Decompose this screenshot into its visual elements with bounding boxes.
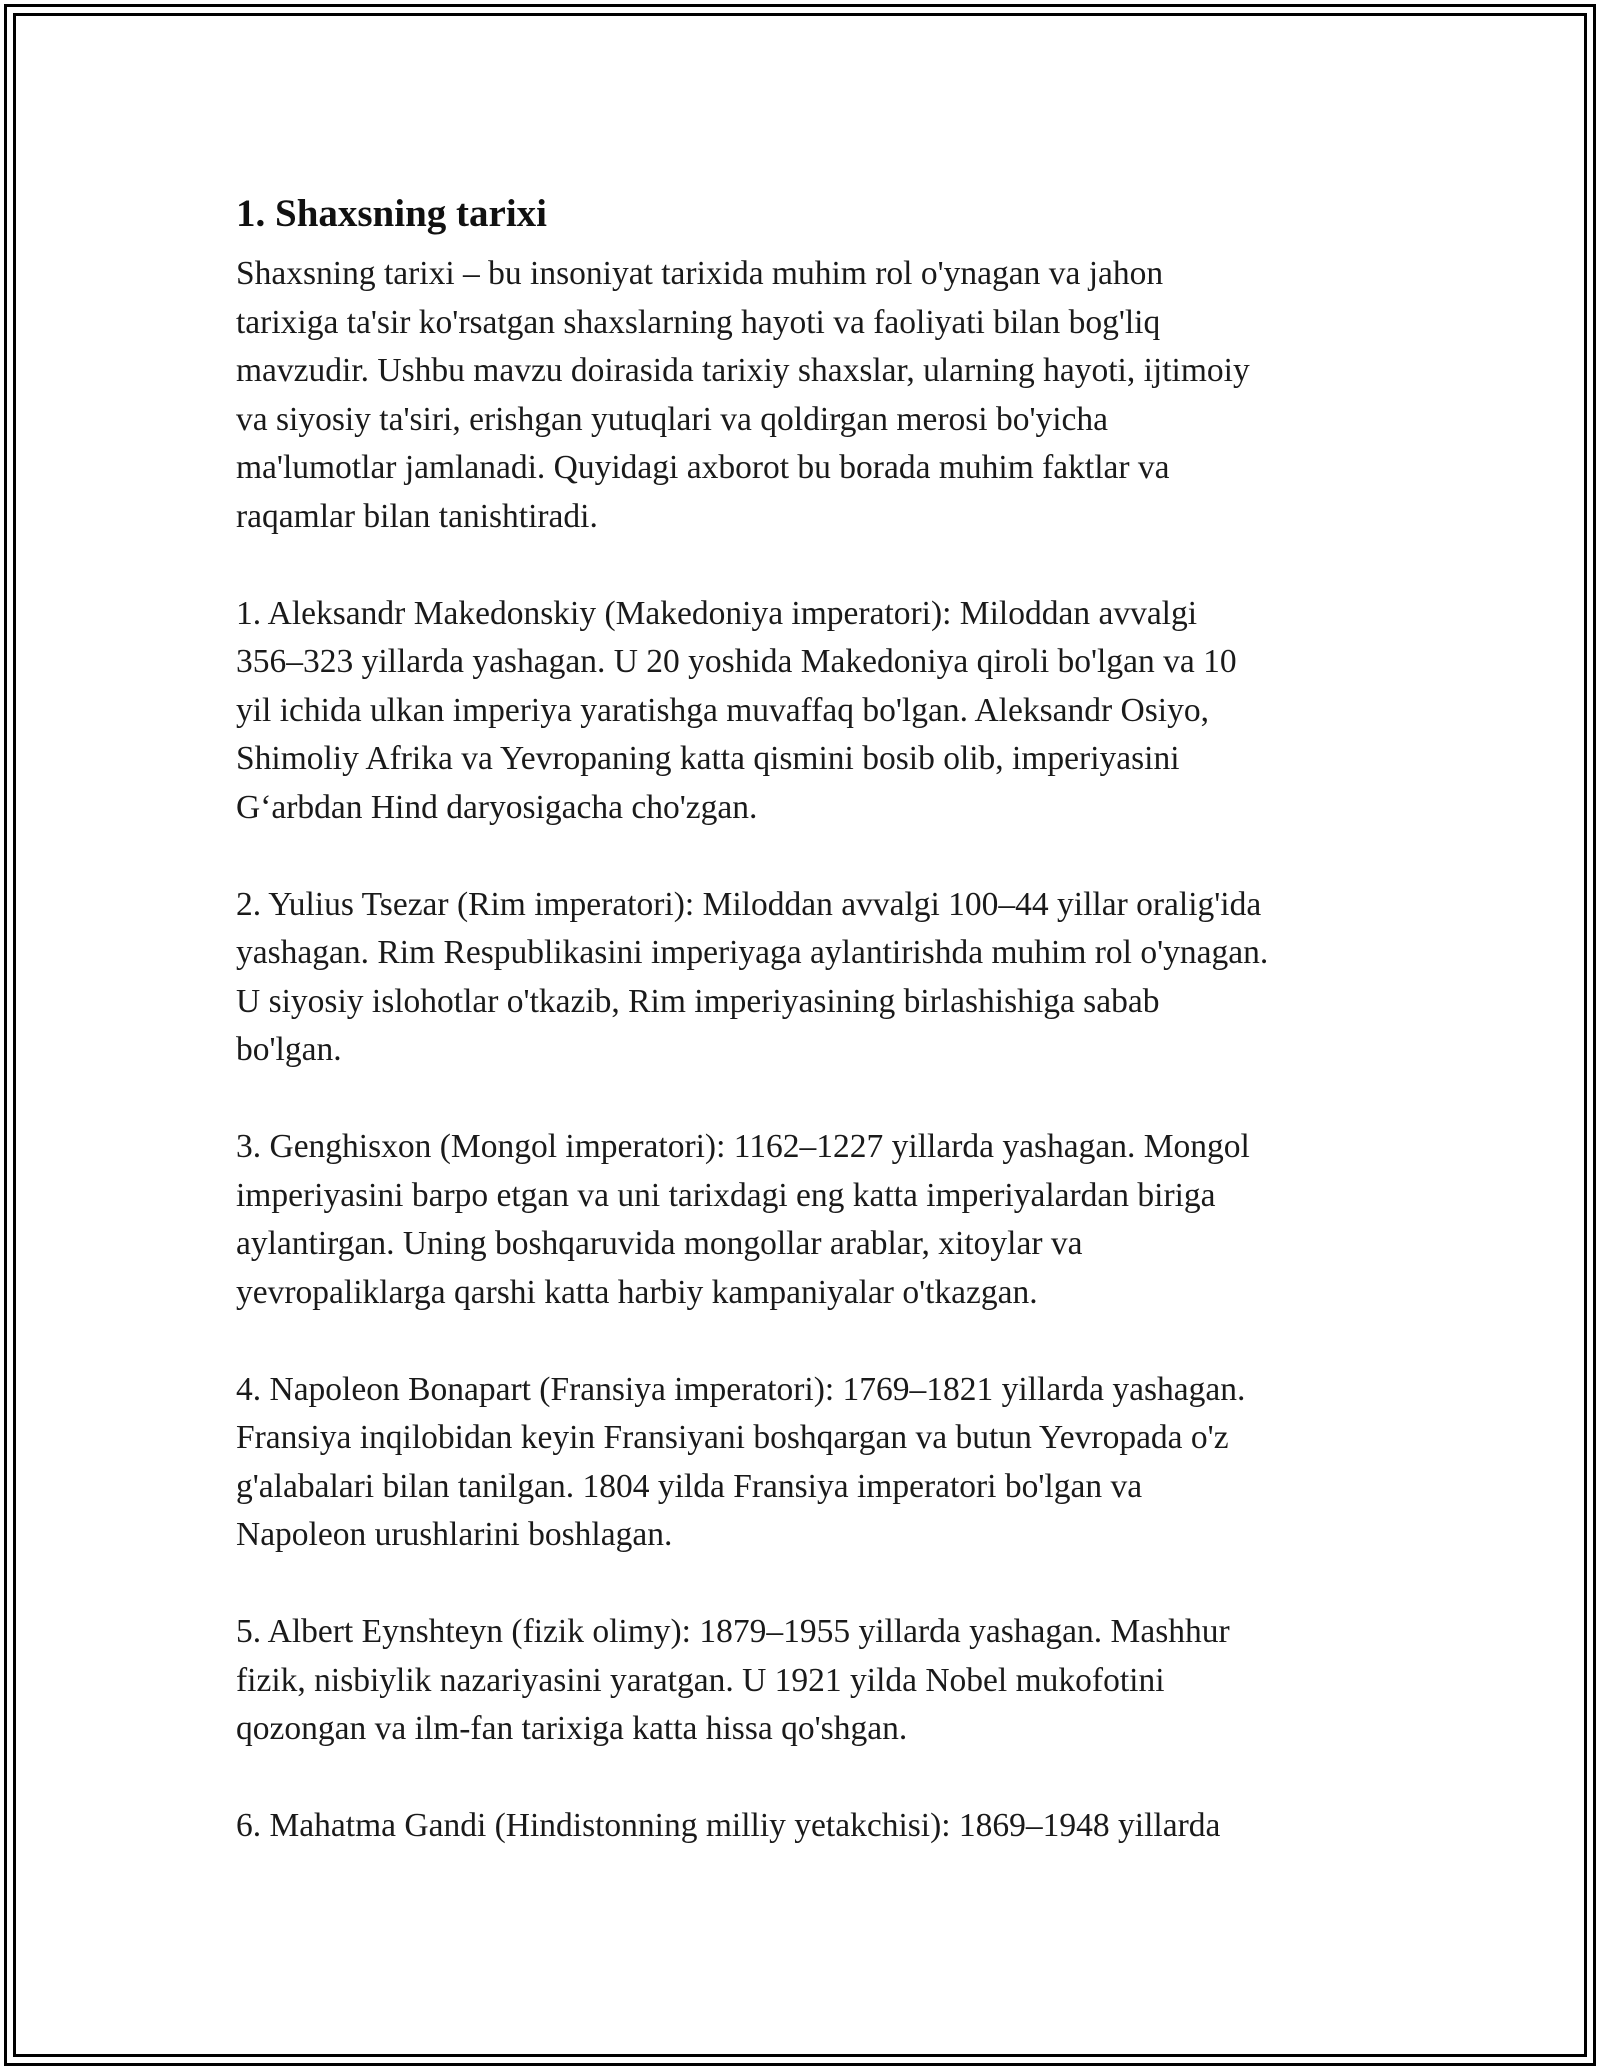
list-item-paragraph bbox=[236, 1366, 1376, 1560]
text-line: ma'lumotlar jamlanadi. Quyidagi axborot bu borada muhim faktlar va bbox=[236, 449, 1170, 486]
text-line: mavzudir. Ushbu mavzu doirasida tarixiy shaxslar, ularning hayoti, ijtimoiy bbox=[236, 352, 1250, 389]
text-line: aylantirgan. Uning boshqaruvida mongollar arablar, xitoylar va bbox=[236, 1225, 1083, 1262]
text-line: raqamlar bilan tanishtiradi. bbox=[236, 497, 598, 535]
text-line: va siyosiy ta'siri, erishgan yutuqlari va qoldirgan merosi bo'yicha bbox=[236, 400, 1109, 438]
text-line: 5. Albert Eynshteyn (fizik olimy): 1879–1955 yillarda yashagan. Mashhur bbox=[236, 1613, 1230, 1650]
text-line: Shaxsning tarixi – bu insoniyat tarixida muhim rol o'ynagan va jahon bbox=[236, 255, 1164, 292]
text-line: yil ichida ulkan imperiya yaratishga muvaffaq bo'lgan. Aleksandr Osiyo, bbox=[236, 691, 1209, 729]
text-line: U siyosiy islohotlar o'tkazib, Rim imperiyasining birlashishiga sabab bbox=[236, 982, 1160, 1020]
list-item-paragraph bbox=[236, 1608, 1376, 1754]
text-line: 4. Napoleon Bonapart (Fransiya imperatori): 1769–1821 yillarda yashagan. bbox=[236, 1370, 1246, 1408]
text-line: Shimoliy Afrika va Yevropaning katta qismini bosib olib, imperiyasini bbox=[236, 740, 1180, 777]
text-line: yashagan. Rim Respublikasini imperiyaga aylantirishda muhim rol o'ynagan. bbox=[236, 934, 1269, 971]
document-body bbox=[236, 184, 1376, 1851]
text-line: 1. Aleksandr Makedonskiy (Makedoniya imperatori): Miloddan avvalgi bbox=[236, 594, 1198, 632]
text-line: 2. Yulius Tsezar (Rim imperatori): Miloddan avvalgi 100–44 yillar oralig'ida bbox=[236, 885, 1262, 923]
text-line: Napoleon urushlarini boshlagan. bbox=[236, 1516, 673, 1553]
intro-paragraph bbox=[236, 250, 1376, 541]
text-line: fizik, nisbiylik nazariyasini yaratgan. U 1921 yilda Nobel mukofotini bbox=[236, 1661, 1165, 1699]
text-line: 6. Mahatma Gandi (Hindistonning milliy yetakchisi): 1869–1948 yillarda bbox=[236, 1807, 1221, 1844]
text-line: bo'lgan. bbox=[236, 1031, 342, 1068]
text-line: yevropaliklarga qarshi katta harbiy kampaniyalar o'tkazgan. bbox=[236, 1273, 1038, 1311]
list-item-paragraph bbox=[236, 1123, 1376, 1317]
text-line: Fransiya inqilobidan keyin Fransiyani boshqargan va butun Yevropada o'z bbox=[236, 1419, 1229, 1456]
section-title: 1. Shaxsning tarixi bbox=[236, 192, 547, 235]
list-item-paragraph bbox=[236, 1802, 1376, 1851]
text-line: 3. Genghisxon (Mongol imperatori): 1162–1227 yillarda yashagan. Mongol bbox=[236, 1128, 1250, 1165]
list-item-paragraph bbox=[236, 881, 1376, 1075]
text-line: G‘arbdan Hind daryosigacha cho'zgan. bbox=[236, 788, 758, 826]
list-item-paragraph bbox=[236, 590, 1376, 833]
text-line: tarixiga ta'sir ko'rsatgan shaxslarning hayoti va faoliyati bilan bog'liq bbox=[236, 303, 1161, 341]
text-line: qozongan va ilm-fan tarixiga katta hissa qo'shgan. bbox=[236, 1710, 908, 1747]
text-line: imperiyasini barpo etgan va uni tarixdagi eng katta imperiyalardan biriga bbox=[236, 1176, 1216, 1214]
text-line: g'alabalari bilan tanilgan. 1804 yilda Fransiya imperatori bo'lgan va bbox=[236, 1467, 1143, 1505]
text-line: 356–323 yillarda yashagan. U 20 yoshida Makedoniya qiroli bo'lgan va 10 bbox=[236, 643, 1237, 680]
